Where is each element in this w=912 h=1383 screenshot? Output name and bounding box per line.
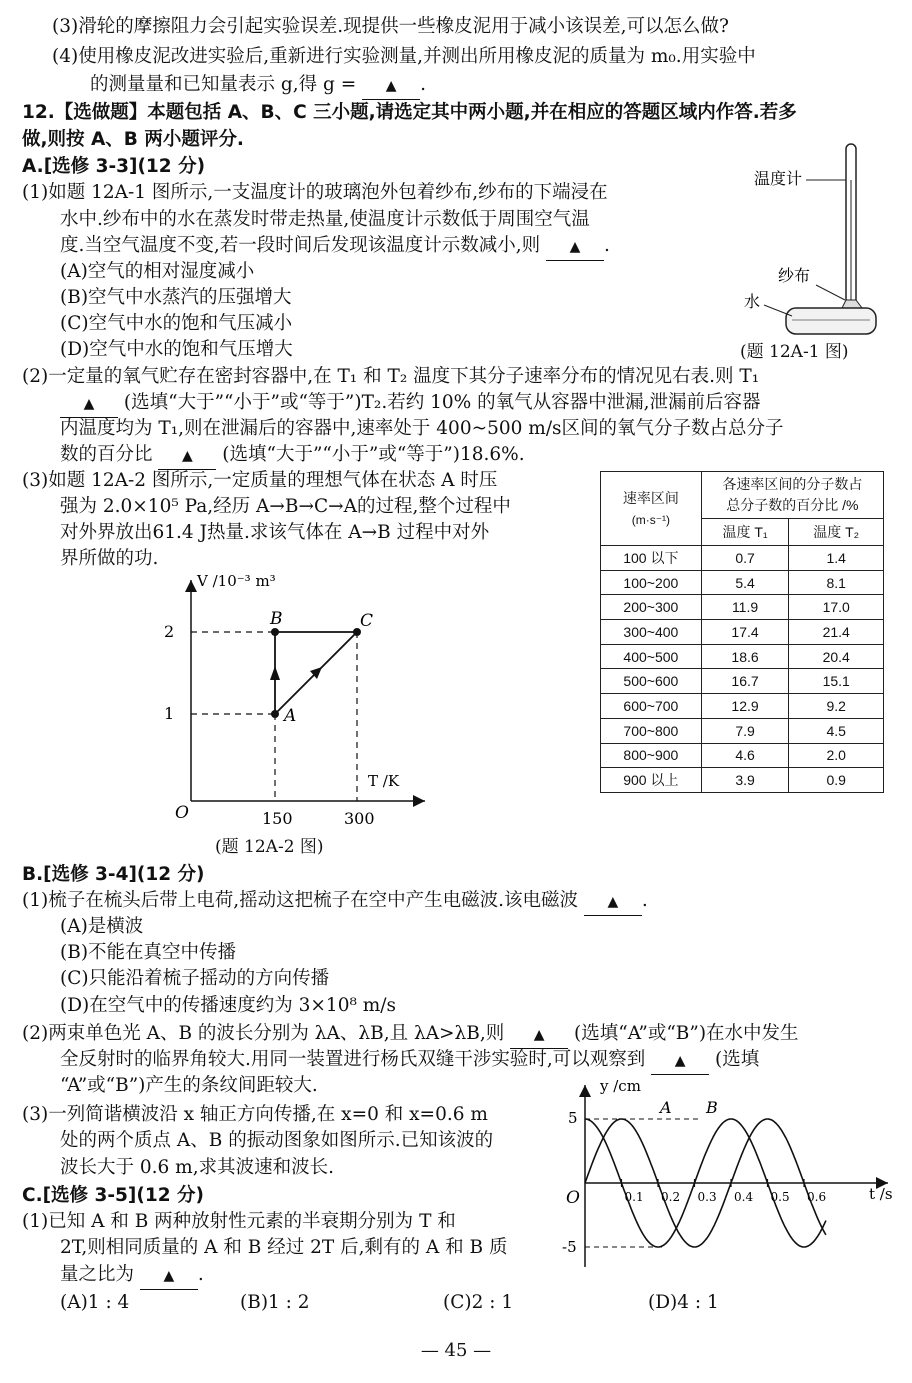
label-c: C <box>360 611 374 631</box>
tick-v2: 2 <box>164 622 175 641</box>
c1-option-b: (B)1 : 2 <box>240 1292 310 1313</box>
c1-line1: (1)已知 A 和 B 两种放射性元素的半衰期分别为 T 和 <box>22 1211 456 1232</box>
b1-option-a: (A)是横波 <box>60 916 144 937</box>
a2-line3: 内温度均为 T₁,则在泄漏后的容器中,速率处于 400~500 m/s区间的氧气分子数占总分子 <box>60 418 784 439</box>
table-cell: 18.6 <box>701 644 789 669</box>
answer-blank <box>510 1021 568 1049</box>
a1-line3: 度.当空气温度不变,若一段时间后发现该温度计示数减小,则 ▲ . <box>60 233 610 261</box>
table-cell: 20.4 <box>789 644 884 669</box>
vt-graph-figure <box>150 568 440 830</box>
table-row <box>601 546 884 571</box>
table-cell: 500~600 <box>601 669 702 694</box>
text: (1)梳子在梳头后带上电荷,摇动这把梳子在空中产生电磁波.该电磁波 <box>22 890 578 911</box>
table-cell: 4.5 <box>789 718 884 743</box>
table-cell: 700~800 <box>601 718 702 743</box>
text: (选填 <box>715 1049 760 1070</box>
header-range-unit: (m·s⁻¹) <box>631 512 671 527</box>
a1-option-c: (C)空气中水的饱和气压减小 <box>60 313 293 334</box>
answer-blank <box>140 1262 198 1290</box>
section-b-header: B.[选修 3-4](12 分) <box>22 864 205 885</box>
answer-blank <box>158 442 216 470</box>
a1-option-d: (D)空气中水的饱和气压增大 <box>60 339 293 360</box>
question-11-part4-line2: 的测量量和已知量表示 g,得 g = ▲ . <box>90 72 426 100</box>
header-percent-line1: 各速率区间的分子数占 <box>722 476 863 492</box>
question-11-part3: (3)滑轮的摩擦阻力会引起实验误差.现提供一些橡皮泥用于减小该误差,可以怎么做? <box>52 16 729 37</box>
x-tick-label: 0.3 <box>697 1190 717 1204</box>
question-12-intro-line2: 做,则按 A、B 两小题评分. <box>22 129 244 150</box>
figure-12a-2-caption: (题 12A-2 图) <box>215 837 324 857</box>
b1-option-d: (D)在空气中的传播速度约为 3×10⁸ m/s <box>60 995 397 1016</box>
question-11-part4-line1: (4)使用橡皮泥改进实验后,重新进行实验测量,并测出所用橡皮泥的质量为 m₀.用实验中 <box>52 46 756 67</box>
c1-line2: 2T,则相同质量的 A 和 B 经过 2T 后,剩有的 A 和 B 质 <box>60 1237 508 1258</box>
x-tick-label: 0.5 <box>770 1190 790 1204</box>
a3-line3: 对外界放出61.4 J热量.求该气体在 A→B 过程中对外 <box>60 522 490 543</box>
x-tick-label: 0.2 <box>661 1190 681 1204</box>
text: (选填“大于”“小于”或“等于”)T₂.若约 10% 的氧气从容器中泄漏,泄漏前后容器 <box>123 392 761 413</box>
blank-mark: ▲ <box>569 239 581 255</box>
table-header-t1: 温度 T₁ <box>701 519 789 546</box>
a3-line4: 界所做的功. <box>60 548 159 569</box>
gauze-leader <box>816 285 845 300</box>
a3-line2: 强为 2.0×10⁵ Pa,经历 A→B→C→A的过程,整个过程中 <box>60 496 511 517</box>
table-cell: 15.1 <box>789 669 884 694</box>
x-tick-label: 0.1 <box>624 1190 644 1204</box>
table-row <box>601 718 884 743</box>
answer-blank <box>362 72 420 100</box>
table-cell: 800~900 <box>601 743 702 768</box>
answer-blank <box>651 1047 709 1075</box>
water-leader <box>764 305 792 316</box>
x-tick-label: 0.4 <box>734 1190 754 1204</box>
table-cell: 1.4 <box>789 546 884 571</box>
answer-blank <box>60 390 118 418</box>
table-cell: 100 以下 <box>601 546 702 571</box>
water-label: 水 <box>744 292 761 311</box>
thermometer-figure <box>740 140 890 345</box>
table-cell: 400~500 <box>601 644 702 669</box>
table-row <box>601 768 884 793</box>
label-a: A <box>284 706 297 726</box>
t-axis-label: t /s <box>869 1185 893 1203</box>
water-cup <box>786 308 876 334</box>
section-c-header: C.[选修 3-5](12 分) <box>22 1185 204 1206</box>
a2-line4 <box>60 442 525 470</box>
c1-option-d: (D)4 : 1 <box>648 1292 719 1313</box>
header-range-label: 速率区间 <box>622 489 679 506</box>
curve-b-label: B <box>706 1098 718 1117</box>
arrow-a-b <box>270 666 280 680</box>
table-header-percent <box>701 472 883 519</box>
a1-line1: (1)如题 12A-1 图所示,一支温度计的玻璃泡外包着纱布,纱布的下端浸在 <box>22 182 608 203</box>
table-cell: 9.2 <box>789 694 884 719</box>
vibration-graph <box>560 1075 900 1275</box>
a1-option-b: (B)空气中水蒸汽的压强增大 <box>60 287 292 308</box>
header-percent-line2: 总分子数的百分比 /% <box>726 497 859 513</box>
text: 全反射时的临界角较大.用同一装置进行杨氏双缝干涉实验时,可以观察到 <box>60 1049 646 1070</box>
tick-v1: 1 <box>164 704 175 723</box>
table-row <box>601 620 884 645</box>
b3-line1: (3)一列简谐横波沿 x 轴正方向传播,在 x=0 和 x=0.6 m <box>22 1104 488 1125</box>
tick-y-minus5: -5 <box>562 1238 577 1256</box>
a2-line2 <box>60 390 760 418</box>
blank-mark: ▲ <box>674 1053 686 1069</box>
b1-option-b: (B)不能在真空中传播 <box>60 942 237 963</box>
thermometer-label: 温度计 <box>754 169 803 188</box>
table-cell: 11.9 <box>701 595 789 620</box>
page-number: — 45 — <box>420 1340 492 1361</box>
blank-mark: ▲ <box>163 1268 175 1284</box>
answer-blank <box>546 233 604 261</box>
table-row <box>601 669 884 694</box>
origin-label: O <box>175 803 189 823</box>
y-axis-label: y /cm <box>600 1077 641 1095</box>
b2-line2 <box>60 1047 759 1075</box>
tick-y-plus5: 5 <box>568 1109 578 1127</box>
label-b: B <box>270 609 283 629</box>
a1-option-a: (A)空气的相对湿度减小 <box>60 261 255 282</box>
table-cell: 300~400 <box>601 620 702 645</box>
b1-option-c: (C)只能沿着梳子摇动的方向传播 <box>60 968 330 989</box>
table-cell: 200~300 <box>601 595 702 620</box>
gauze-label: 纱布 <box>778 266 811 285</box>
table-cell: 100~200 <box>601 570 702 595</box>
table-cell: 7.9 <box>701 718 789 743</box>
table-cell: 17.4 <box>701 620 789 645</box>
speed-distribution-table <box>600 471 884 793</box>
b2-line1 <box>22 1021 799 1049</box>
question-12-intro-line1: 12.【选做题】本题包括 A、B、C 三小题,请选定其中两小题,并在相应的答题区域内作答.若多 <box>22 102 797 123</box>
table-cell: 4.6 <box>701 743 789 768</box>
table-cell: 5.4 <box>701 570 789 595</box>
figure-12a-1-caption: (题 12A-1 图) <box>740 342 849 362</box>
table-cell: 8.1 <box>789 570 884 595</box>
table-header-range <box>601 472 702 546</box>
answer-blank <box>584 888 642 916</box>
tick-t300: 300 <box>344 809 375 828</box>
blank-mark: ▲ <box>182 448 193 464</box>
blank-mark: ▲ <box>533 1027 545 1043</box>
text: 量之比为 <box>60 1264 135 1285</box>
table-cell: 17.0 <box>789 595 884 620</box>
section-a-header: A.[选修 3-3](12 分) <box>22 156 206 177</box>
table-cell: 21.4 <box>789 620 884 645</box>
text: (2)两束单色光 A、B 的波长分别为 λA、λB,且 λA>λB,则 <box>22 1023 505 1044</box>
table-cell: 0.7 <box>701 546 789 571</box>
text: 度.当空气温度不变,若一段时间后发现该温度计示数减小,则 <box>60 235 541 256</box>
table-row <box>601 570 884 595</box>
blank-mark: ▲ <box>385 78 397 94</box>
table-cell: 2.0 <box>789 743 884 768</box>
c1-option-c: (C)2 : 1 <box>443 1292 514 1313</box>
v-axis-label: V /10⁻³ m³ <box>197 572 276 590</box>
table-cell: 600~700 <box>601 694 702 719</box>
b2-line3: “A”或“B”)产生的条纹间距较大. <box>60 1075 318 1096</box>
table-cell: 900 以上 <box>601 768 702 793</box>
table-cell: 12.9 <box>701 694 789 719</box>
text: (选填“A”或“B”)在水中发生 <box>574 1023 799 1044</box>
x-tick-label: 0.6 <box>807 1190 827 1204</box>
c1-line3: 量之比为 ▲ . <box>60 1262 204 1290</box>
blank-mark: ▲ <box>83 396 95 412</box>
b1-line1: (1)梳子在梳头后带上电荷,摇动这把梳子在空中产生电磁波.该电磁波 ▲ . <box>22 888 648 916</box>
table-row <box>601 743 884 768</box>
table-row <box>601 595 884 620</box>
b3-line2: 处的两个质点 A、B 的振动图象如图所示.已知该波的 <box>60 1130 494 1151</box>
a2-line1: (2)一定量的氧气贮存在密封容器中,在 T₁ 和 T₂ 温度下其分子速率分布的情况见右表.则 T₁ <box>22 366 760 387</box>
a1-line2: 水中.纱布中的水在蒸发时带走热量,使温度计示数低于周围空气温 <box>60 209 590 230</box>
blank-mark: ▲ <box>607 894 619 910</box>
t-axis-label: T /K <box>368 772 400 790</box>
state-b-point <box>271 628 279 636</box>
table-header-t2: 温度 T₂ <box>789 519 884 546</box>
curve-a-label: A <box>660 1098 672 1117</box>
a3-line1: (3)如题 12A-2 图所示,一定质量的理想气体在状态 A 时压 <box>22 470 498 491</box>
table-cell: 3.9 <box>701 768 789 793</box>
c1-option-a: (A)1 : 4 <box>60 1292 130 1313</box>
tick-t150: 150 <box>262 809 293 828</box>
b3-line3: 波长大于 0.6 m,求其波速和波长. <box>60 1157 334 1178</box>
text: 数的百分比 <box>60 444 153 465</box>
text: 的测量量和已知量表示 g,得 g = <box>90 74 357 95</box>
text: (选填“大于”“小于”或“等于”)18.6%. <box>222 444 525 465</box>
table-row <box>601 644 884 669</box>
state-a-point <box>271 710 279 718</box>
origin-label: O <box>566 1188 580 1208</box>
table-row <box>601 694 884 719</box>
table-cell: 0.9 <box>789 768 884 793</box>
table-cell: 16.7 <box>701 669 789 694</box>
